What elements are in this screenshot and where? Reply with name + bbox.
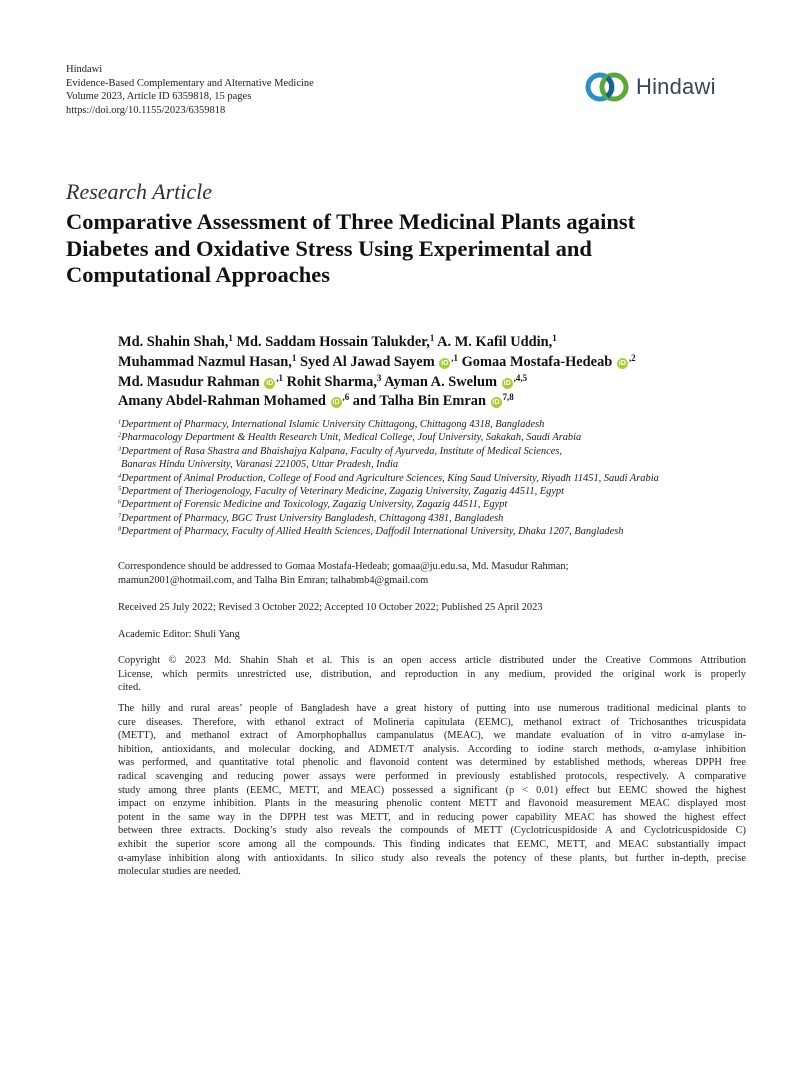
affiliation-number: 8	[118, 525, 122, 533]
author-affil-sup: ,6	[342, 392, 350, 403]
abstract-line: impact on enzyme inhibition. Plants in the measuring phenolic content METT and flavonoid measurement MEAC displayed most	[118, 798, 746, 810]
author-line	[118, 353, 738, 373]
author-name[interactable]: Md. Masudur Rahman	[118, 373, 260, 390]
publication-dates	[118, 601, 746, 615]
copyright-line: License, which permits unrestricted use, distribution, and reproduction in any medium, provided the original work is properly	[118, 668, 746, 680]
title-line: Diabetes and Oxidative Stress Using Experimental and	[66, 235, 592, 261]
affiliation	[118, 418, 758, 431]
doi-link[interactable]: https://doi.org/10.1155/2023/6359818	[66, 104, 226, 116]
correspondence-line: mamun2001@hotmail.com, and Talha Bin Emran; talhabmb4@gmail.com	[118, 574, 429, 586]
author-affil-sup: 7,8	[502, 392, 514, 403]
orcid-icon[interactable]: iD	[332, 399, 340, 407]
author-line	[118, 333, 738, 353]
abstract-line: molecular studies are needed.	[118, 866, 241, 878]
affiliation	[118, 472, 758, 485]
affiliation	[118, 485, 758, 498]
abstract-line: cure diseases. Therefore, with ethanol extract of Molineria capitulata (EEMC), methanol extract of Trichosanthes tricuspidata	[118, 716, 746, 728]
author-affil-sup: ,1	[451, 352, 458, 363]
affiliation-text: Department of Theriogenology, Faculty of Veterinary Medicine, Zagazig University, Zagazig 44511, Egypt	[121, 486, 565, 498]
hindawi-logo	[584, 66, 744, 108]
affiliation	[118, 512, 758, 525]
author-name[interactable]: A. M. Kafil Uddin,	[434, 334, 553, 350]
abstract-line: exhibit the superior score among all the compounds. This finding indicates that EEMC, METT, and MEAC substantially impact	[118, 838, 746, 850]
author-name[interactable]: Gomaa Mostafa-Hedeab	[457, 353, 613, 370]
author-line	[118, 392, 738, 412]
affiliation-number: 5	[118, 485, 122, 493]
affiliation-text: Pharmacology Department & Health Research Unit, Medical College, Jouf University, Sakakah, Saudi Arabia	[121, 432, 582, 444]
author-affil-sup: 1	[429, 333, 435, 344]
abstract-line: The hilly and rural areas’ people of Bangladesh have a great history of putting into use numerous traditional medicinal plants to	[118, 703, 746, 714]
article-type: Research Article	[66, 179, 213, 204]
academic-editor	[118, 628, 746, 642]
abstract-line: study among three plants (EEMC, METT, and MEAC) possessed a significant (p < 0.01) effect but EEMC showed the highest	[118, 784, 746, 796]
affiliation-text: Department of Rasa Shastra and Bhaishajya Kalpana, Faculty of Ayurveda, Institute of Medical Sciences,	[121, 445, 562, 457]
copyright-line: cited.	[118, 682, 141, 694]
author-line	[118, 373, 738, 393]
affiliation-number: 7	[118, 512, 122, 520]
author-name[interactable]: Md. Saddam Hossain Talukder,	[232, 334, 430, 350]
copyright-notice	[118, 654, 746, 695]
author-name[interactable]: Rohit Sharma,	[282, 373, 377, 390]
affiliation-number: 4	[118, 472, 122, 480]
article-title	[66, 209, 746, 289]
correspondence	[118, 560, 746, 587]
copyright-line: Copyright © 2023 Md. Shahin Shah et al. This is an open access article distributed under the Creative Commons Attribution	[118, 655, 746, 666]
author-affil-sup: 1	[291, 352, 297, 363]
author-list	[118, 333, 738, 412]
publisher-name: Hindawi	[66, 64, 103, 75]
journal-header	[66, 63, 314, 117]
author-affil-sup: 3	[376, 372, 382, 383]
orcid-icon[interactable]: iD	[492, 399, 500, 407]
abstract-line: radical scavenging and reducing power assays were performed in previously established protocols, respectively. A comparative	[118, 770, 746, 782]
abstract-line: (METT), and methanol extract of Amorphophallus campanulatus (MEAC), we mandate evaluation of in vitro α-amylase in-	[118, 730, 746, 742]
volume-info: Volume 2023, Article ID 6359818, 15 pages	[66, 91, 252, 103]
orcid-icon[interactable]: iD	[266, 379, 274, 387]
abstract-line: was performed, and quantitative total phenolic and flavonoid content was determined by established methods, whereas DPPH free	[118, 757, 746, 769]
affiliation-number: 3	[118, 445, 122, 453]
dates-line: Received 25 July 2022; Revised 3 October 2022; Accepted 10 October 2022; Published 25 April 2023	[118, 602, 543, 613]
orcid-icon[interactable]: iD	[503, 379, 511, 387]
affiliation	[118, 445, 758, 458]
author-name[interactable]: Muhammad Nazmul Hasan,	[118, 353, 292, 370]
affiliation-number: 6	[118, 498, 122, 506]
author-name[interactable]: Md. Shahin Shah,	[118, 334, 229, 350]
author-affil-sup: 1	[228, 333, 233, 344]
author-name[interactable]: Amany Abdel-Rahman Mohamed	[118, 393, 326, 410]
abstract-line: α-amylase inhibition along with antioxidants. In silico study also reveals the potency of these plants, but further in-depth, precise	[118, 852, 746, 864]
affiliation-text: Department of Animal Production, College of Food and Agriculture Sciences, King Saud University, Riyadh 11451, Saudi Arabia	[121, 472, 659, 484]
orcid-icon[interactable]: iD	[618, 359, 626, 367]
editor-line: Academic Editor: Shuli Yang	[118, 629, 240, 640]
journal-name: Evidence-Based Complementary and Alternative Medicine	[66, 77, 314, 89]
author-affil-sup: ,4,5	[513, 372, 528, 383]
orcid-icon[interactable]: iD	[441, 359, 449, 367]
abstract-line: between three extracts. Docking’s study also reveals the compounds of METT (Cyclotricuspidoside A and Cyclotricuspidoside C)	[118, 825, 746, 837]
author-affil-sup: 1	[552, 333, 557, 344]
author-name[interactable]: Ayman A. Swelum	[381, 373, 498, 390]
logo-text: Hindawi	[636, 74, 716, 99]
author-affil-sup: ,1	[276, 372, 283, 383]
affiliation	[118, 431, 758, 444]
affiliation-text: Department of Forensic Medicine and Toxicology, Zagazig University, Zagazig 44511, Egypt	[121, 499, 508, 511]
title-line: Computational Approaches	[66, 262, 331, 287]
correspondence-line: Correspondence should be addressed to Gomaa Mostafa-Hedeab; gomaa@ju.edu.sa, Md. Masudur Rahman;	[118, 561, 569, 572]
affiliation	[118, 498, 758, 511]
affiliation-text: Department of Pharmacy, BGC Trust University Bangladesh, Chittagong 4381, Bangladesh	[121, 512, 504, 524]
title-line: Comparative Assessment of Three Medicinal Plants against	[66, 209, 636, 234]
author-name[interactable]: Syed Al Jawad Sayem	[296, 353, 435, 370]
abstract	[118, 702, 746, 879]
author-affil-sup: ,2	[628, 352, 636, 363]
hindawi-logo-icon	[584, 70, 630, 104]
affiliation-number: 1	[118, 418, 122, 426]
affiliation	[118, 525, 758, 538]
abstract-line: hibition, antioxidants, and molecular docking, and ADMET/T analysis. According to iodine starch methods, α-amylase inhibition	[118, 743, 746, 755]
author-name[interactable]: and Talha Bin Emran	[349, 393, 486, 410]
affiliation-text: Department of Pharmacy, Faculty of Allied Health Sciences, Daffodil International University, Dhaka 1207, Bangladesh	[121, 526, 624, 538]
affiliation-list	[118, 418, 758, 539]
affiliation-text: Banaras Hindu University, Varanasi 221005, Uttar Pradesh, India	[121, 459, 399, 471]
affiliation-text: Department of Pharmacy, International Islamic University Chittagong, Chittagong 4318, Bangladesh	[121, 419, 545, 430]
affiliation-number: 2	[118, 431, 122, 439]
affiliation	[118, 458, 758, 471]
abstract-line: potent in the same way in the DPPH test was METT, and in reducing power capability MEAC has showed the highest effect	[118, 811, 746, 823]
